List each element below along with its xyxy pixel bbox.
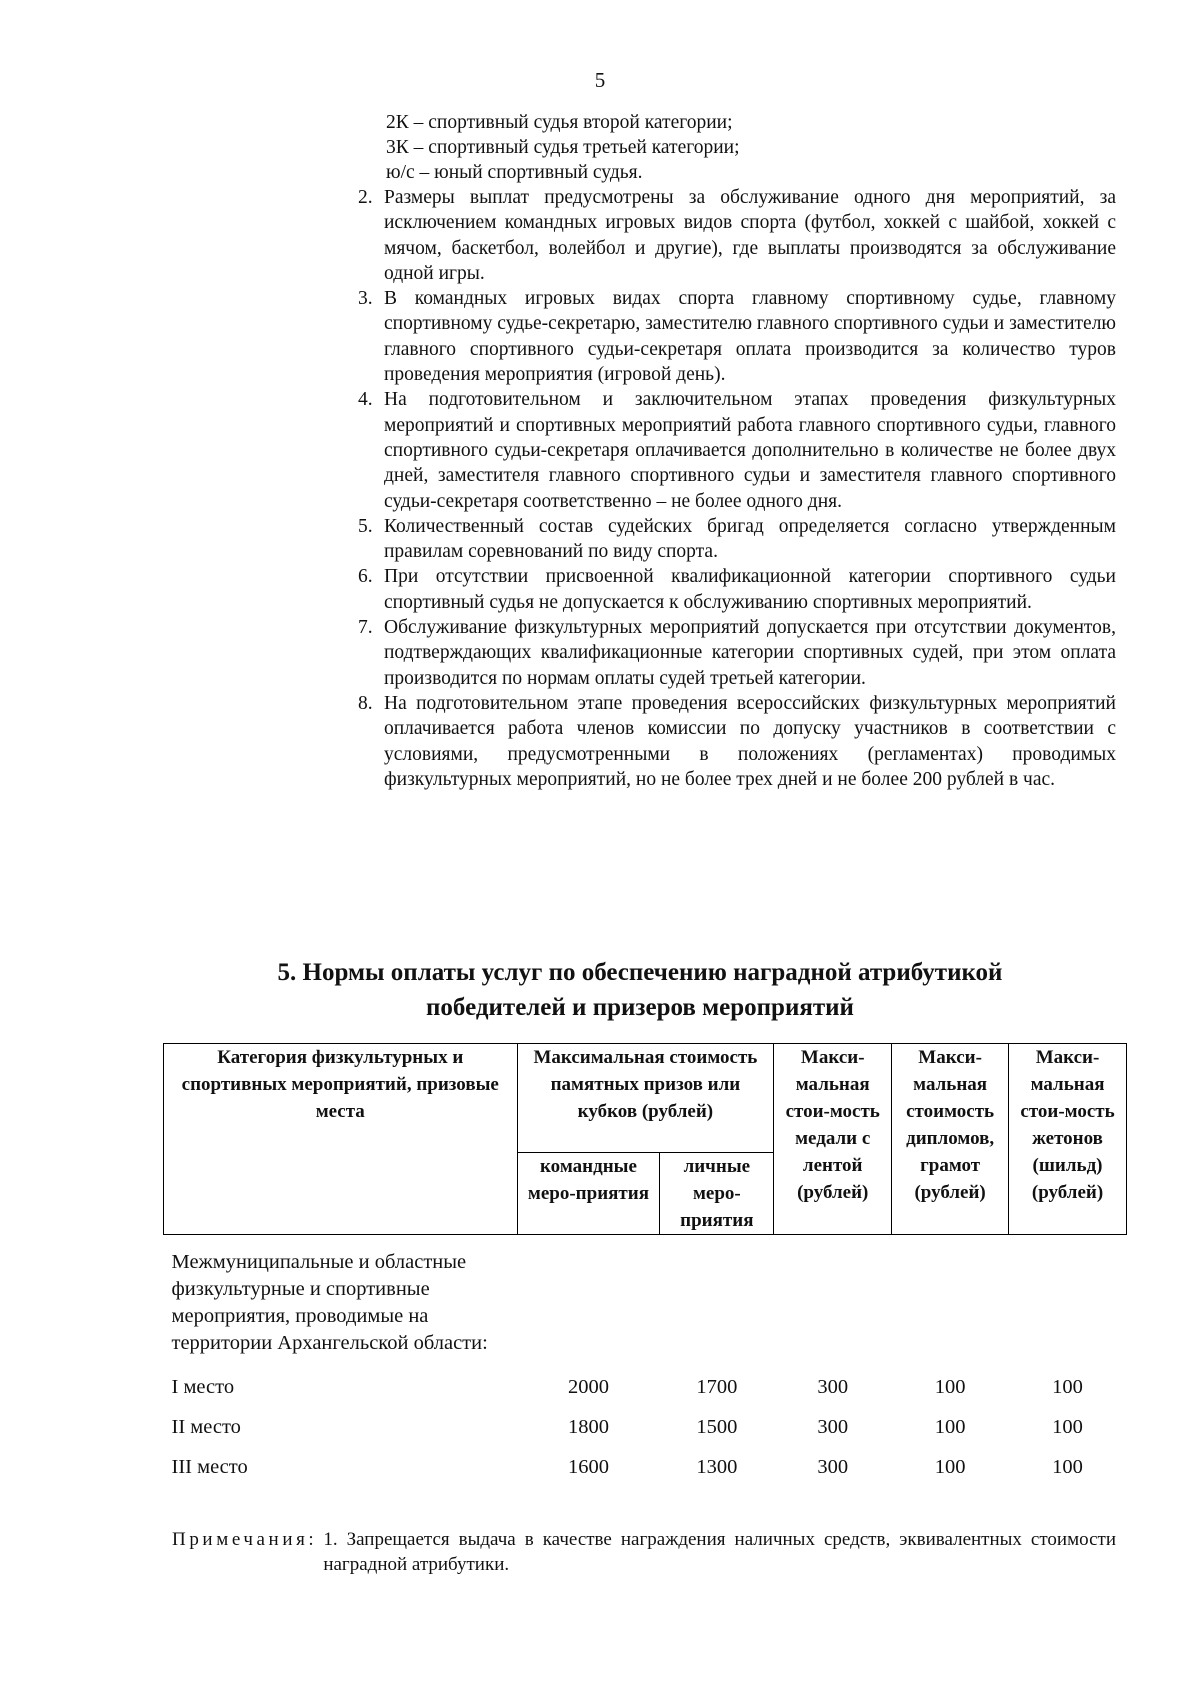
cell-medal: 300	[817, 1455, 849, 1478]
note-item	[358, 286, 1116, 387]
note-number: 7.	[358, 617, 373, 639]
cell-token: 100	[1052, 1455, 1083, 1478]
note-text: При отсутствии присвоенной квалификационной категории спортивного судьи спортивный судья не допускается к обслуживанию спортивных мероприятий.	[384, 566, 1116, 613]
cell-medal: 300	[817, 1375, 849, 1398]
award-costs-table	[163, 1043, 1127, 1487]
header-team-events: командные меро-приятия	[517, 1153, 660, 1235]
header-prizes: Максимальная стоимость памятных призов или кубков (рублей)	[517, 1044, 774, 1153]
header-medals: Макси-мальная стои-мость медали с лентой (рублей)	[774, 1044, 892, 1235]
cell-medal: 300	[817, 1415, 849, 1438]
cell-token: 100	[1052, 1375, 1083, 1398]
cell-team: 1600	[567, 1455, 609, 1478]
cell-place: II место	[171, 1415, 241, 1438]
note-number: 8.	[358, 692, 373, 714]
footnote	[172, 1527, 1116, 1577]
note-item	[358, 691, 1116, 792]
footnote-label: Примечания:	[172, 1529, 318, 1550]
cell-diploma: 100	[934, 1375, 966, 1398]
table-group-label: Межмуниципальные и областные физкультурные и спортивные мероприятия, проводимые на территории Архангельской области:	[171, 1251, 488, 1354]
table-row	[164, 1407, 1127, 1447]
cell-token: 100	[1052, 1415, 1083, 1438]
cell-personal: 1300	[696, 1455, 738, 1478]
note-text: Количественный состав судейских бригад определяется согласно утвержденным правилам соревнований по виду спорта.	[384, 515, 1116, 563]
page-number: 5	[594, 68, 606, 92]
definition-item: 3К – спортивный судья третьей категории;	[386, 137, 740, 158]
note-item	[358, 185, 1116, 286]
section-heading-line: 5. Нормы оплаты услуг по обеспечению наградной атрибутикой	[277, 959, 1003, 986]
table-row	[164, 1447, 1127, 1487]
notes-list	[358, 185, 1116, 792]
cell-place: III место	[171, 1455, 248, 1478]
header-personal-events: личные меро-приятия	[660, 1153, 774, 1235]
header-category: Категория физкультурных и спортивных мероприятий, призовые места	[164, 1044, 518, 1235]
cell-diploma: 100	[934, 1415, 966, 1438]
cell-team: 2000	[567, 1375, 609, 1398]
header-diplomas: Макси-мальная стоимость дипломов, грамот (рублей)	[892, 1044, 1009, 1235]
definition-item: 2К – спортивный судья второй категории;	[386, 112, 733, 133]
note-text: Обслуживание физкультурных мероприятий допускается при отсутствии документов, подтверждающих квалификационные категории спортивных судей, при этом оплата производится по нормам оплаты судей третьей категории.	[384, 617, 1116, 689]
cell-personal: 1700	[696, 1375, 738, 1398]
note-item	[358, 387, 1116, 513]
note-number: 4.	[358, 389, 373, 411]
cell-place: I место	[171, 1375, 235, 1398]
footnote-text: 1. Запрещается выдача в качестве награждения наличных средств, эквивалентных стоимости наградной атрибутики.	[323, 1529, 1116, 1575]
cell-diploma: 100	[934, 1455, 966, 1478]
note-text: На подготовительном и заключительном этапах проведения физкультурных мероприятий и спортивных мероприятий работа главного спортивного судьи, главного спортивного судьи-секретаря оплачивается дополнительно в количестве не более двух дней, заместителя главного спортивного судьи и заместителя главного спортивного судьи-секретаря соответственно – не более одного дня.	[384, 389, 1116, 512]
note-item	[358, 514, 1116, 565]
note-number: 3.	[358, 288, 373, 310]
note-number: 2.	[358, 187, 373, 208]
definitions-list	[386, 110, 740, 185]
note-text: На подготовительном этапе проведения всероссийских физкультурных мероприятий оплачивается работа членов комиссии по допуску участников в соответствии с условиями, предусмотренными в положениях (регламентах) проводимых физкультурных мероприятий, но не более трех дней и не более 200 рублей в час.	[384, 692, 1116, 790]
note-item	[358, 615, 1116, 691]
note-text: В командных игровых видах спорта главному спортивному судье, главному спортивному судье-секретарю, заместителю главного спортивного судьи и заместителю главного спортивного судьи-секретаря оплата производится за количество туров проведения мероприятия (игровой день).	[384, 288, 1116, 386]
cell-team: 1800	[567, 1415, 609, 1438]
note-number: 5.	[358, 515, 373, 537]
note-text: Размеры выплат предусмотрены за обслуживание одного дня мероприятий, за исключением командных игровых видов спорта (футбол, хоккей с шайбой, хоккей с мячом, баскетбол, волейбол и другие), где выплаты производятся за обслуживание одной игры.	[384, 187, 1116, 284]
definition-item: ю/с – юный спортивный судья.	[386, 162, 643, 183]
note-item	[358, 564, 1116, 615]
cell-personal: 1500	[696, 1415, 738, 1438]
section-heading	[150, 955, 1130, 1025]
header-tokens: Макси-мальная стои-мость жетонов (шильд) (рублей)	[1009, 1044, 1127, 1235]
table-row	[164, 1367, 1127, 1407]
note-number: 6.	[358, 566, 373, 588]
section-heading-line: победителей и призеров мероприятий	[426, 994, 854, 1021]
